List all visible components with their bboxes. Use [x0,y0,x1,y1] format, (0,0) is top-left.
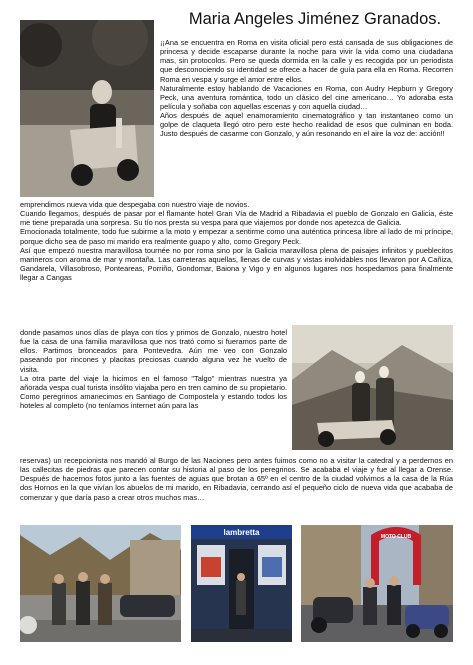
paragraph: Emocionada totalmente, todo fue subirme a la moto y empezar a sentirme como una auténtica princesa libre al lado de mi príncipe, porque dicho sea de paso mi marido era realmente guapo y alto, como Gregory Peck. [20,227,453,246]
paragraph: reservas) un recepcionista nos mandó al Burgo de las Naciones pero antes fuimos como no a visitar la catedral y a perdernos en las callecitas de piedras que parecen contar su historia al paso de los peregrinos. Se acababa el viaje y fue al llegar a Orense. Después de hacernos fotos junto a las fuentes de aguas que brotan a 65º en el centro de la ciudad volvimos a la casa de la Rúa dos Hornos en la que vivían los abuelos de mi marido, en Ribadavia, cerrando así el pequeño ciclo de nueva vida que acababa de comenzar y que daría paso a crear otros muchos mas… [20,456,453,502]
article-title: Maria Angeles Jiménez Granados. [188,10,442,28]
paragraph: La otra parte del viaje la hicimos en el famoso "Talgo" mientras nuestra ya añorada vespa cual turista insólito viajaba pero en tren camino de su propietario. Como peregrinos amanecimos en Santiago de Compostela y estando todos los hoteles al completo (no teníamos internet aún para las [20,373,287,410]
paragraph: emprendimos nueva vida que despegaba con nuestro viaje de novios. [20,200,250,209]
vintage-scooter-photo [20,20,154,197]
paragraph: Naturalmente estoy hablando de Vacaciones en Roma, con Audry Hepburn y Gregory Peck, una aventura romántica, todo un clásico del cine americano… Yo adoraba esta película y soñaba con aquellas escenas y con aquella ciudad… [160,83,453,111]
street-scooters-photo [20,525,181,642]
text-block-left [20,328,287,410]
paragraph: ¡¡Ana se encuentra en Roma en visita oficial pero está cansada de sus obligaciones de princesa y decide escaparse durante la noche para vivir la vida como una ciudadana mas, sin protocolos. Pero se queda dormida en la calle y es recogida por un periodista que desconociendo su identidad se ofrece a hacer de guía para ella en Roma. Recorren Roma en vespa y surge el amor entre ellos. [160,38,453,84]
moto-club-rally-photo [301,525,453,642]
paragraph: Años después de aquel enamoramiento cinematográfico y tan instantaneo como un golpe de claqueta llegó otro pero este hecho realidad de esos que culminan en boda. Justo después de casarme con Gonzalo, y aún resonando en el aire la voz de: acción!! [160,111,453,139]
lambretta-shop-photo [191,525,292,642]
text-block-bottom [20,456,453,502]
paragraph: donde pasamos unos días de playa con tíos y primos de Gonzalo, nuestro hotel fue la casa de una familia maravillosa que nos trató como si fueramos parte de ellos. Partimos bronceados para Pontevedra. Aún me veo con Gonzalo paseando por rincones y placitas preciosas cuando alguna vez he vuelto de visita. [20,328,287,374]
paragraph: Así que empezó nuestra maravillosa tournée no por roma sino por la Galicia maravillosa plena de paisajes infinitos y pueblecitos marineros con aroma de mar y montaña. Las carreteras aquellas, llenas de curvas y vistas inolvidables nos llevaron por A Cañiza, Gandarela, Villasobroso, Ponteareas, Porriño, Gondomar, Baiona y Vigo y en algunos lugares nos hospedamos para finalmente llegar a Cangas [20,245,453,282]
text-block-top [160,38,453,138]
couple-vespa-photo [292,325,453,450]
paragraph: Cuando llegamos, después de pasar por el flamante hotel Gran Vía de Madrid a Ribadavia el pueblo de Gonzalo en Galicia, éste me tiene preparada una sorpresa. Su tío nos presta su vespa para que viajemos por donde nos apetezca de Galicia. [20,209,453,228]
shop-sign-text: lambretta [223,528,260,537]
arch-banner-text: MOTO CLUB [380,534,412,540]
text-block-middle [20,200,453,282]
